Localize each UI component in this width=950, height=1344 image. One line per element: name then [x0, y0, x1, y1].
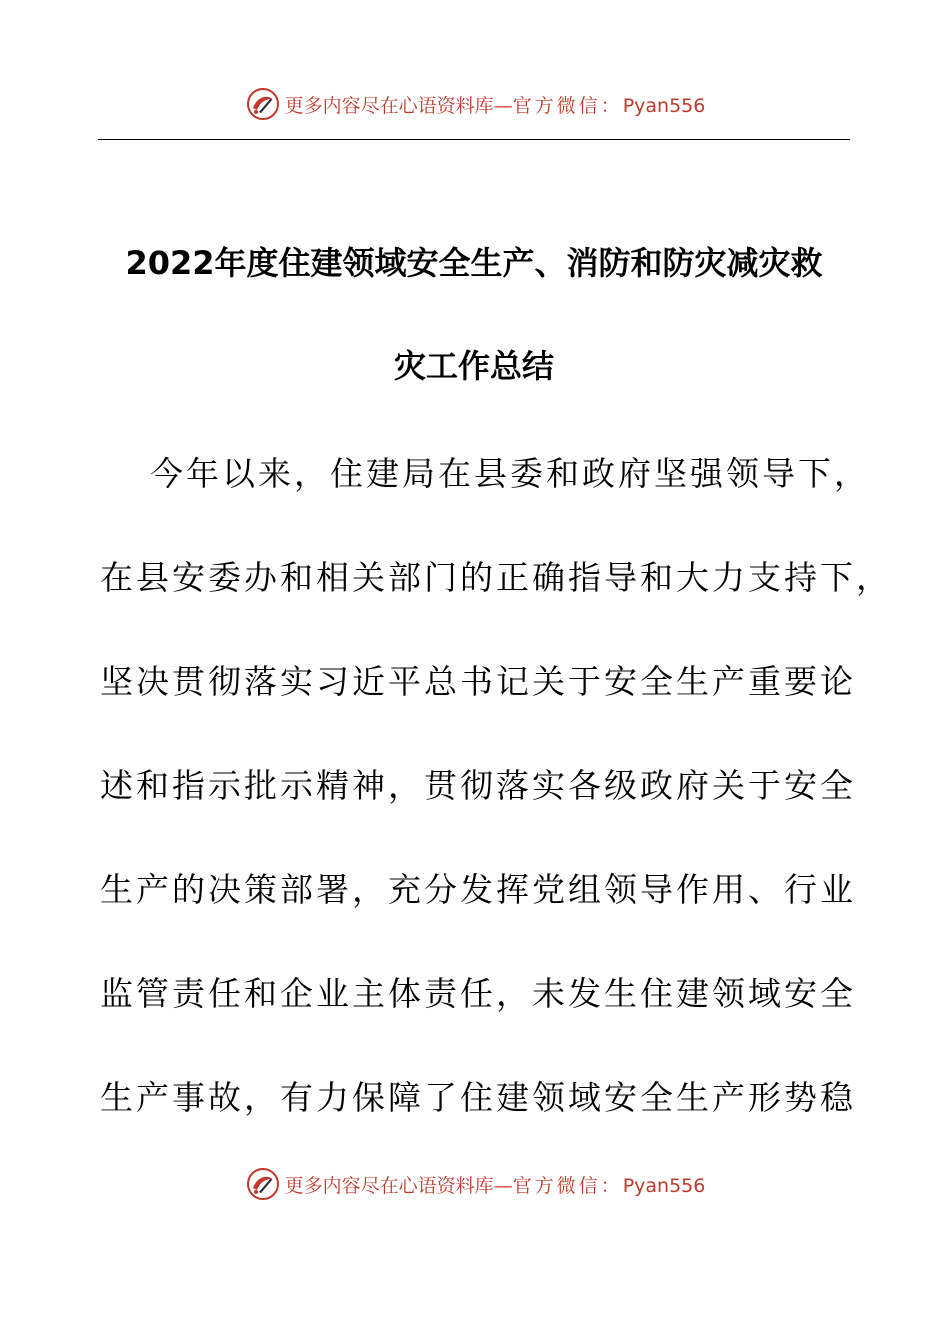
swirl-logo-icon — [245, 86, 281, 122]
body-line: 生产的决策部署，充分发挥党组领导作用、行业 — [100, 870, 856, 909]
header-divider — [98, 139, 850, 140]
body-line: 监管责任和企业主体责任，未发生住建领域安全 — [100, 974, 856, 1013]
body-line: 在县安委办和相关部门的正确指导和大力支持下， — [100, 558, 892, 597]
body-line: 今年以来，住建局在县委和政府坚强领导下， — [150, 454, 870, 493]
document-body — [100, 422, 892, 1150]
wechat-label: 官方微信： — [512, 94, 623, 117]
separator: — — [493, 94, 513, 117]
document-title — [98, 212, 850, 418]
brand-text: 更多内容尽在心语资料库 — [284, 94, 494, 117]
title-line-1: 2022年度住建领域安全生产、消防和防灾减灾救 — [125, 244, 823, 282]
body-line: 坚决贯彻落实习近平总书记关于安全生产重要论 — [100, 662, 856, 701]
separator: — — [493, 1174, 513, 1197]
wechat-id: Pyan556 — [622, 1174, 706, 1197]
title-line-2: 灾工作总结 — [393, 347, 554, 385]
footer-banner-text — [285, 1171, 706, 1198]
body-line: 述和指示批示精神，贯彻落实各级政府关于安全 — [100, 766, 856, 805]
wechat-label: 官方微信： — [512, 1174, 623, 1197]
swirl-logo-icon — [245, 1166, 281, 1202]
header-banner-text — [285, 91, 706, 118]
footer-banner — [0, 1162, 950, 1206]
body-line: 生产事故，有力保障了住建领域安全生产形势稳 — [100, 1078, 856, 1117]
header-banner — [0, 82, 950, 126]
wechat-id: Pyan556 — [622, 94, 706, 117]
brand-text: 更多内容尽在心语资料库 — [284, 1174, 494, 1197]
